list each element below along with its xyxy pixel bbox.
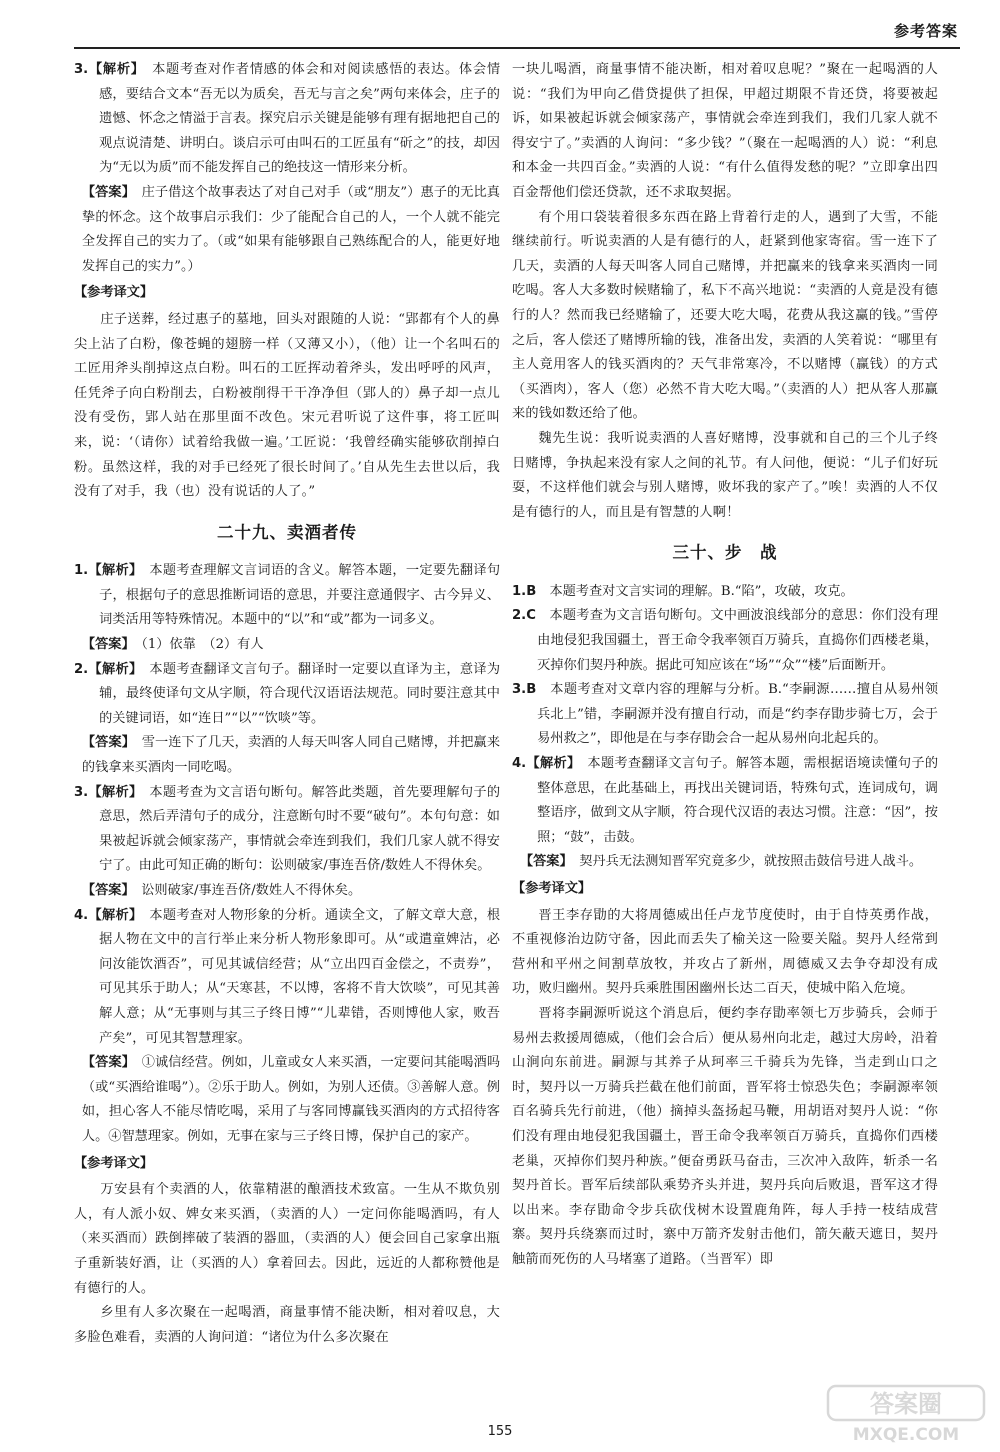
s30-q1: 1.B 本题考查对文言实词的理解。B.“陷”，攻破，攻克。	[512, 583, 854, 599]
s29-translation-p2: 乡里有人多次聚在一起喝酒，商量事情不能决断，相对着叹息，大多脸色难看，卖酒的人询问道：“诸位为什么多次聚在	[74, 1305, 500, 1345]
left-column	[74, 58, 500, 1350]
s29-q2-analysis: 2.【解析】 本题考查翻译文言句子。翻译时一定要以直译为主，意译为辅，最终使译句文从字顺，符合现代汉语语法规范。同时要注意其中的关键词语，如“连日”“以”“饮啖”等。	[74, 661, 501, 726]
s30-translation-p2: 晋将李嗣源听说这个消息后，便约李存勖率领七万步骑兵，会师于易州去救援周德威，（他们会合后）便从易州向北走，越过大房岭，沿着山涧向东前进。嗣源与其养子从珂率三千骑兵为先锋，当走到山口之时，契丹以一万骑兵拦截在他们前面，晋军将士惊恐失色；李嗣源率领百名骑兵先行前进，（他）摘掉头盔扬起马鞭，用胡语对契丹人说：“你们没有理由地侵犯我国疆土，晋王命令我率领百万骑兵，直捣你们西楼老巢，灭掉你们契丹种族。”便奋勇跃马奋击，三次冲入敌阵，斩杀一名契丹首长。晋军后续部队乘势齐头并进，契丹兵向后败退，晋军这才得以出来。李存勖命令步兵砍伐树木设置鹿角阵，每人手持一枝结成营寨。契丹兵绕寨而过时，寨中万箭齐发射击他们，箭矢蔽天遮日，契丹触箭而死伤的人马堵塞了道路。（当晋军）即	[512, 1005, 938, 1267]
section-title-30: 三十、步 战	[672, 543, 778, 563]
header-rule	[74, 47, 960, 49]
s30-translation-p1: 晋王李存勖的大将周德威出任卢龙节度使时，由于自恃英勇作战，不重视修治边防守备，因此而丢失了榆关这一险要关隘。契丹人经常到营州和平州之间割草放牧，并攻占了新州，周德威又去争夺却没有成功，败归幽州。契丹兵乘胜围困幽州长达二百天，使城中陷入危境。	[512, 907, 938, 997]
q3-answer: 【答案】 庄子借这个故事表达了对自己对手（或“朋友”）惠子的无比真挚的怀念。这个故事启示我们：少了能配合自己的人，一个人就不能完全发挥自己的实力了。（或“如果有能够跟自己熟练配合的人，能更好地发挥自己的实力”。）	[81, 184, 500, 274]
translation-heading: 【参考译文】	[74, 285, 154, 301]
s29-q1-answer: 【答案】 （1）依靠 （2）有人	[81, 637, 264, 653]
page-number: 155	[487, 1424, 513, 1439]
header-title: 参考答案	[893, 22, 958, 40]
s29-q3-answer: 【答案】 讼则破家/事连吾侪/数姓人不得休矣。	[81, 883, 362, 898]
s29-translation-p2-cont: 一块儿喝酒，商量事情不能决断，相对着叹息呢？”聚在一起喝酒的人说：“我们为甲向乙借贷提供了担保，甲超过期限不肯还贷，将要被起诉，如果被起诉就会倾家荡产，事情就会牵连到我们，我们几家人就不得安宁了。”卖酒的人询问：“多少钱？”（聚在一起喝酒的人）说：“利息和本金一共四百金。”卖酒的人说：“有什么值得发愁的呢？”立即拿出四百金帮他们偿还贷款，还不求取契据。	[512, 62, 938, 200]
watermark-top: 答案圈	[870, 1390, 942, 1418]
s29-translation-p4: 魏先生说：我听说卖酒的人喜好赌博，没事就和自己的三个儿子终日赌博，争执起来没有家人之间的礼节。有人问他，便说：“儿子们好玩耍，不这样他们就会与别人赌博，败坏我的家产了。”唉！卖酒的人不仅是有德行的人，而且是有智慧的人啊！	[512, 430, 938, 520]
s30-q3: 3.B 本题考查对文章内容的理解与分析。B.“李嗣源……擅自从易州领兵北上”错，李嗣源并没有擅自行动，而是“约李存勖步骑七万，会于易州救之”，即他是在与李存勖会合一起从易州向北起兵的。	[512, 682, 939, 747]
s30-q4-analysis: 4.【解析】 本题考查翻译文言句子。解答本题，需根据语境读懂句子的整体意思，在此基础上，再找出关键词语，特殊句式，连词成句，调整语序，做到文从字顺，符合现代汉语的表达习惯。注意：“因”，按照；“鼓”，击鼓。	[512, 756, 939, 845]
s29-q2-answer: 【答案】 雪一连下了几天，卖酒的人每天叫客人同自己赌博，并把赢来的钱拿来买酒肉一同吃喝。	[81, 735, 501, 776]
section-title-29: 二十九、卖酒者传	[217, 522, 357, 542]
s29-q3-analysis: 3.【解析】 本题考查为文言语句断句。解答此类题，首先要理解句子的意思，然后弄清句子的成分，注意断句时不要“破句”。本句句意：如果被起诉就会倾家荡产，事情就会牵连到我们，我们几家人就不得安宁了。由此可知正确的断句：讼则破家/事连吾侪/数姓人不得休矣。	[74, 784, 501, 874]
s29-q4-answer: 【答案】 ①诚信经营。例如，儿童或女人来买酒，一定要问其能喝酒吗（或“买酒给谁喝”）。②乐于助人。例如，为别人还债。③善解人意。例如，担心客人不能尽情吃喝，采用了与客同博赢钱买酒肉的方式招待客人。④智慧理家。例如，无事在家与三子终日博，保护自己的家产。	[81, 1055, 501, 1144]
s29-q4-analysis: 4.【解析】 本题考查对人物形象的分析。通读全文，了解文章大意，根据人物在文中的言行举止来分析人物形象即可。从“或遣童婢沽，必问汝能饮酒否”，可见其诚信经营；从“立出四百金偿之，不责券”，可见其乐于助人；从“天寒甚，不以博，客将不肯大饮啖”，可见其善解人意；从“无事则与其三子终日博”“儿辈错，否则博他人家，败吾产矣”，可见其智慧理家。	[74, 907, 501, 1046]
watermark-bottom: MXQE.COM	[852, 1425, 960, 1445]
translation-paragraph: 庄子送葬，经过惠子的墓地，回头对跟随的人说：“郢都有个人的鼻尖上沾了白粉，像苍蝇的翅膀一样（又薄又小），（他）让一个名叫石的工匠用斧头削掉这点白粉。叫石的工匠挥动着斧头，发出呼呼的风声，任凭斧子向白粉削去，白粉被削得干干净净但（郢人的）鼻子却一点儿没有受伤，郢人站在那里面不改色。宋元君听说了这件事，将工匠叫来，说：‘（请你）试着给我做一遍。’工匠说：‘我曾经确实能够砍削掉白粉。虽然这样，我的对手已经死了很长时间了。’自从先生去世以后，我没有了对手，我（也）没有说话的人了。”	[74, 311, 500, 500]
s29-translation-p3: 有个用口袋装着很多东西在路上背着行走的人，遇到了大雪，不能继续前行。听说卖酒的人是有德行的人，赶紧到他家寄宿。雪一连下了几天，卖酒的人每天叫客人同自己赌博，并把赢来的钱拿来买酒肉一同吃喝。客人大多数时候赌输了，私下不高兴地说：“卖酒的人竟是没有德行的人？然而我已经赌输了，还要大吃大喝，花费从我这赢的钱。”雪停之后，客人偿还了赌博所输的钱，准备出发，卖酒的人笑着说：“哪里有主人竟用客人的钱买酒肉的？天气非常寒冷，不以赌博（赢钱）的方式（买酒肉），客人（您）必然不肯大吃大喝。”（卖酒的人）把从客人那赢来的钱如数还给了他。	[512, 209, 938, 422]
s29-q1-analysis: 1.【解析】 本题考查理解文言词语的含义。解答本题，一定要先翻译句子，根据句子的意思推断词语的意思，并要注意通假字、古今异义、词类活用等特殊情况。本题中的“以”和“或”都为一词多义。	[74, 563, 501, 628]
s30-q4-answer: 【答案】 契丹兵无法测知晋军究竟多少，就按照击鼓信号进人战斗。	[519, 854, 923, 870]
q3-analysis: 3.【解析】 本题考查对作者情感的体会和对阅读感悟的表达。体会情感，要结合文本“吾无以为质矣，吾无与言之矣”两句来体会，庄子的遗憾、怀念之情溢于言表。探究启示关键是能够有理有据地把自己的观点说清楚、讲明白。谈启示可由叫石的工匠虽有“斫之”的技，却因为“无以为质”而不能发挥自己的绝技这一情形来分析。	[74, 62, 501, 176]
s30-q2: 2.C 本题考查为文言语句断句。文中画波浪线部分的意思：你们没有理由地侵犯我国疆土，晋王命令我率领百万骑兵，直捣你们西楼老巢，灭掉你们契丹种族。据此可知应该在“场”“众”“楼”后面断开。	[512, 608, 939, 673]
watermark-logo-icon	[822, 1382, 990, 1446]
right-column	[512, 58, 938, 1273]
s29-translation-p1: 万安县有个卖酒的人，依靠精湛的酿酒技术致富。一生从不欺负别人，有人派小奴、婢女来买酒，（卖酒的人）一定问你能喝酒吗，有人（来买酒而）跌倒摔破了装酒的器皿，（卖酒的人）便会回自己家拿出瓶子重新装好酒，让（买酒的人）拿着回去。因此，远近的人都称赞他是有德行的人。	[74, 1182, 500, 1296]
s30-translation-heading: 【参考译文】	[512, 881, 592, 896]
page-header	[0, 0, 1000, 50]
s29-translation-heading: 【参考译文】	[74, 1155, 154, 1171]
